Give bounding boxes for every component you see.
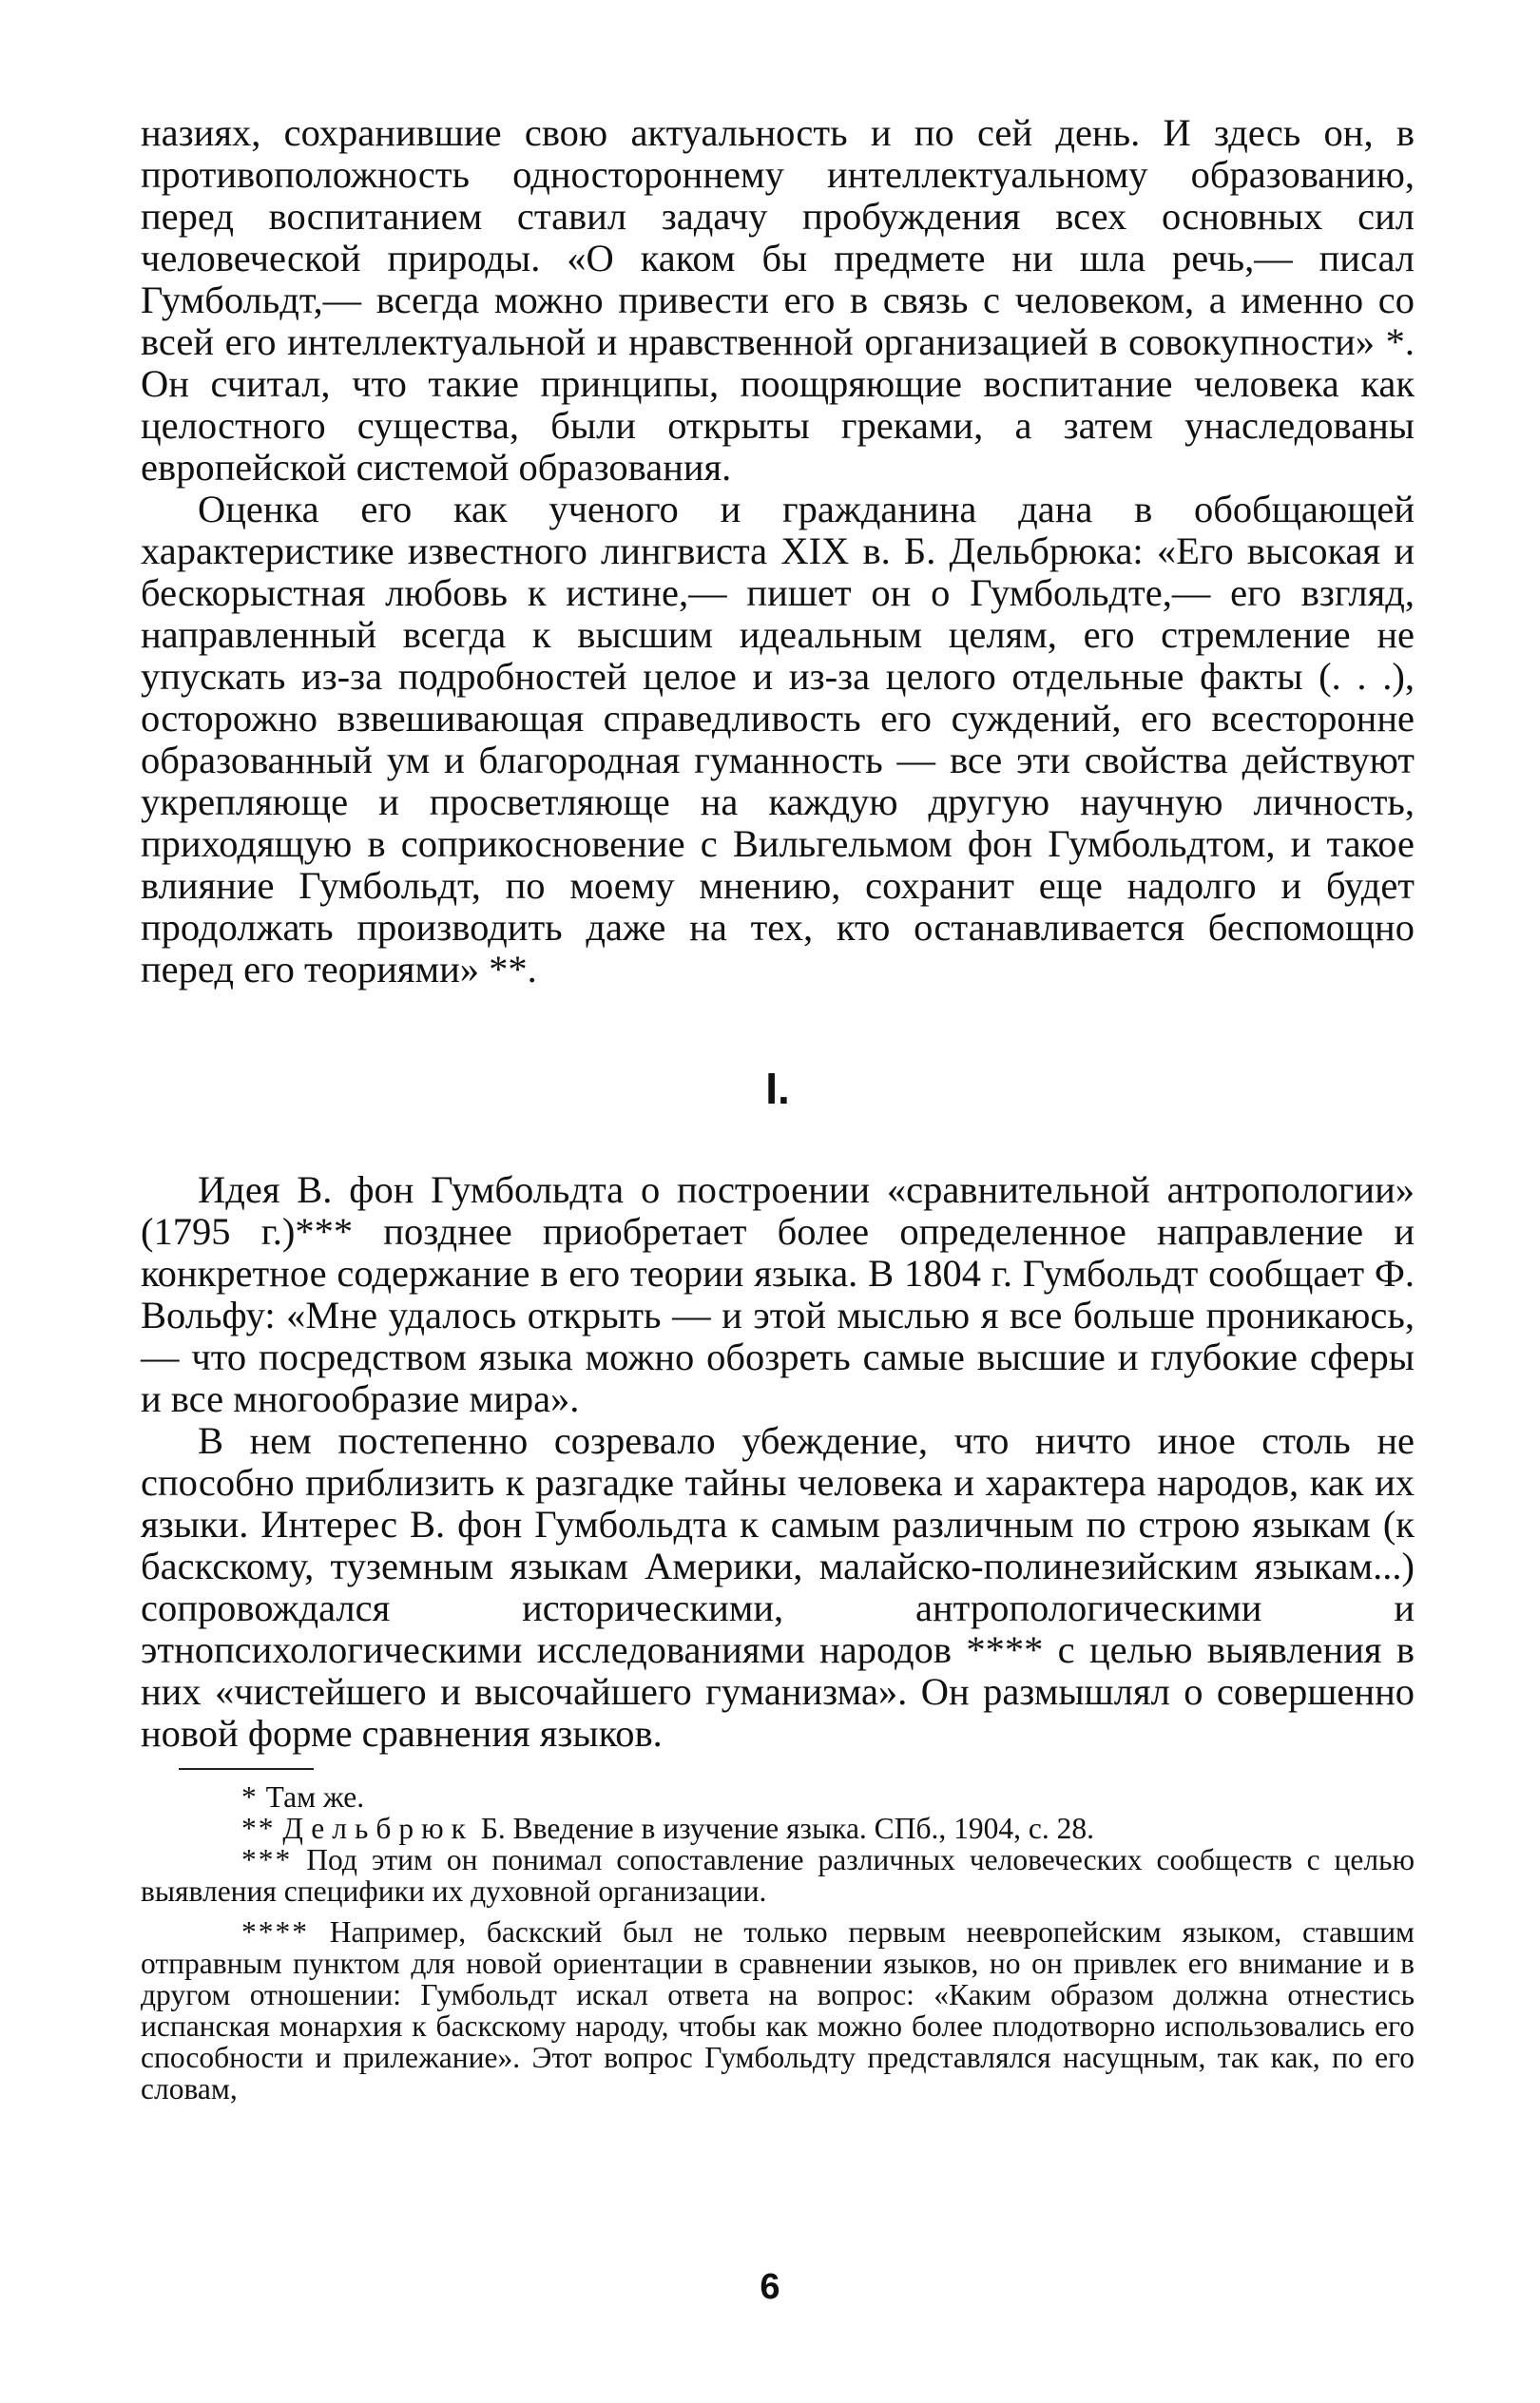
footnote-3 [141, 1844, 1415, 1907]
intro-paragraph-1: назиях, сохранившие свою актуальность и по сей день. И здесь он, в противоположность одностороннему интеллектуальному образованию, перед воспитанием ставил задачу пробуждения всех основных сил человеческой природы. «О каком бы предмете ни шла речь,— писал Гумбольдт,— всегда можно привести его в связь с человеком, а именно со всей его интеллектуальной и нравственной организацией в совокупности» *. Он считал, что такие принципы, поощряющие воспитание человека как целостного существа, были открыты греками, а затем унаследованы европейской системой образования. [141, 111, 1415, 489]
footnote-3-text: Под этим он понимал сопоставление различных человеческих сообществ с целью выявления специфики их духовной организации. [141, 1843, 1415, 1908]
page-body [141, 112, 1415, 2105]
footnote-2 [141, 1813, 1415, 1844]
footnote-divider [179, 1768, 314, 1770]
section-paragraph-1: Идея В. фон Гумбольдта о построении «сравнительной антропологии» (1795 г.)*** позднее приобретает более определенное направление и конкретное содержание в его теории языка. В 1804 г. Гумбольдт сообщает Ф. Вольфу: «Мне удалось открыть — и этой мыслью я все больше проникаюсь,— что посредством языка можно обозреть самые высшие и глубокие сферы и все многообразие мира». [141, 1168, 1415, 1420]
footnote-1-mark: * [241, 1780, 259, 1814]
footnote-4-text: Например, баскский был не только первым неевропейским языком, ставшим отправным пунктом для новой ориентации в сравнении языков, но он привлек его внимание и в другом отношении: Гумбольдт искал ответа на вопрос: «Каким образом должна отнестись испанская монархия к баскскому народу, чтобы как можно более плодотворно использовались его способности и прилежание». Этот вопрос Гумбольдту представлялся насущным, так как, по его словам, [141, 1915, 1415, 2105]
intro-paragraph-2: Оценка его как ученого и гражданина дана в обобщающей характеристике известного лингвиста XIX в. Б. Дельбрюка: «Его высокая и бескорыстная любовь к истине,— пишет он о Гумбольдте,— его взгляд, направленный всегда к высшим идеальным целям, его стремление не упускать из-за подробностей целое и из-за целого отдельные факты (. . .), осторожно взвешивающая справедливость его суждений, его всесторонне образованный ум и благородная гуманность — все эти свойства действуют укрепляюще и просветляюще на каждую другую научную личность, приходящую в соприкосновение с Вильгельмом фон Гумбольдтом, и такое влияние Гумбольдт, по моему мнению, сохранит еще надолго и будет продолжать производить даже на тех, кто останавливается беспомощно перед его теориями» **. [141, 488, 1415, 990]
footnote-2-author: Дельбрюк [282, 1812, 473, 1845]
footnote-1 [141, 1781, 1415, 1813]
section-paragraph-2: В нем постепенно созревало убеждение, что ничто иное столь не способно приблизить к разгадке тайны человека и характера народов, как их языки. Интерес В. фон Гумбольдта к самым различным по строю языкам (к баскскому, туземным языкам Америки, малайско-полинезийским языкам...) сопровождался историческими, антропологическими и этнопсихологическими исследованиями народов **** с целью выявления в них «чистейшего и высочайшего гуманизма». Он размышлял о совершенно новой форме сравнения языков. [141, 1419, 1415, 1755]
footnote-2-mark: ** [241, 1812, 276, 1845]
page-number: 6 [760, 2267, 780, 2307]
footnote-1-text: Там же. [265, 1780, 365, 1814]
footnote-4 [141, 1916, 1415, 2105]
footnote-4-mark: **** [241, 1915, 309, 1949]
footnote-3-mark: *** [241, 1843, 293, 1876]
section-heading: I. [765, 1064, 790, 1113]
footnote-2-text: Б. Введение в изучение языка. СПб., 1904, с. 28. [480, 1812, 1094, 1845]
